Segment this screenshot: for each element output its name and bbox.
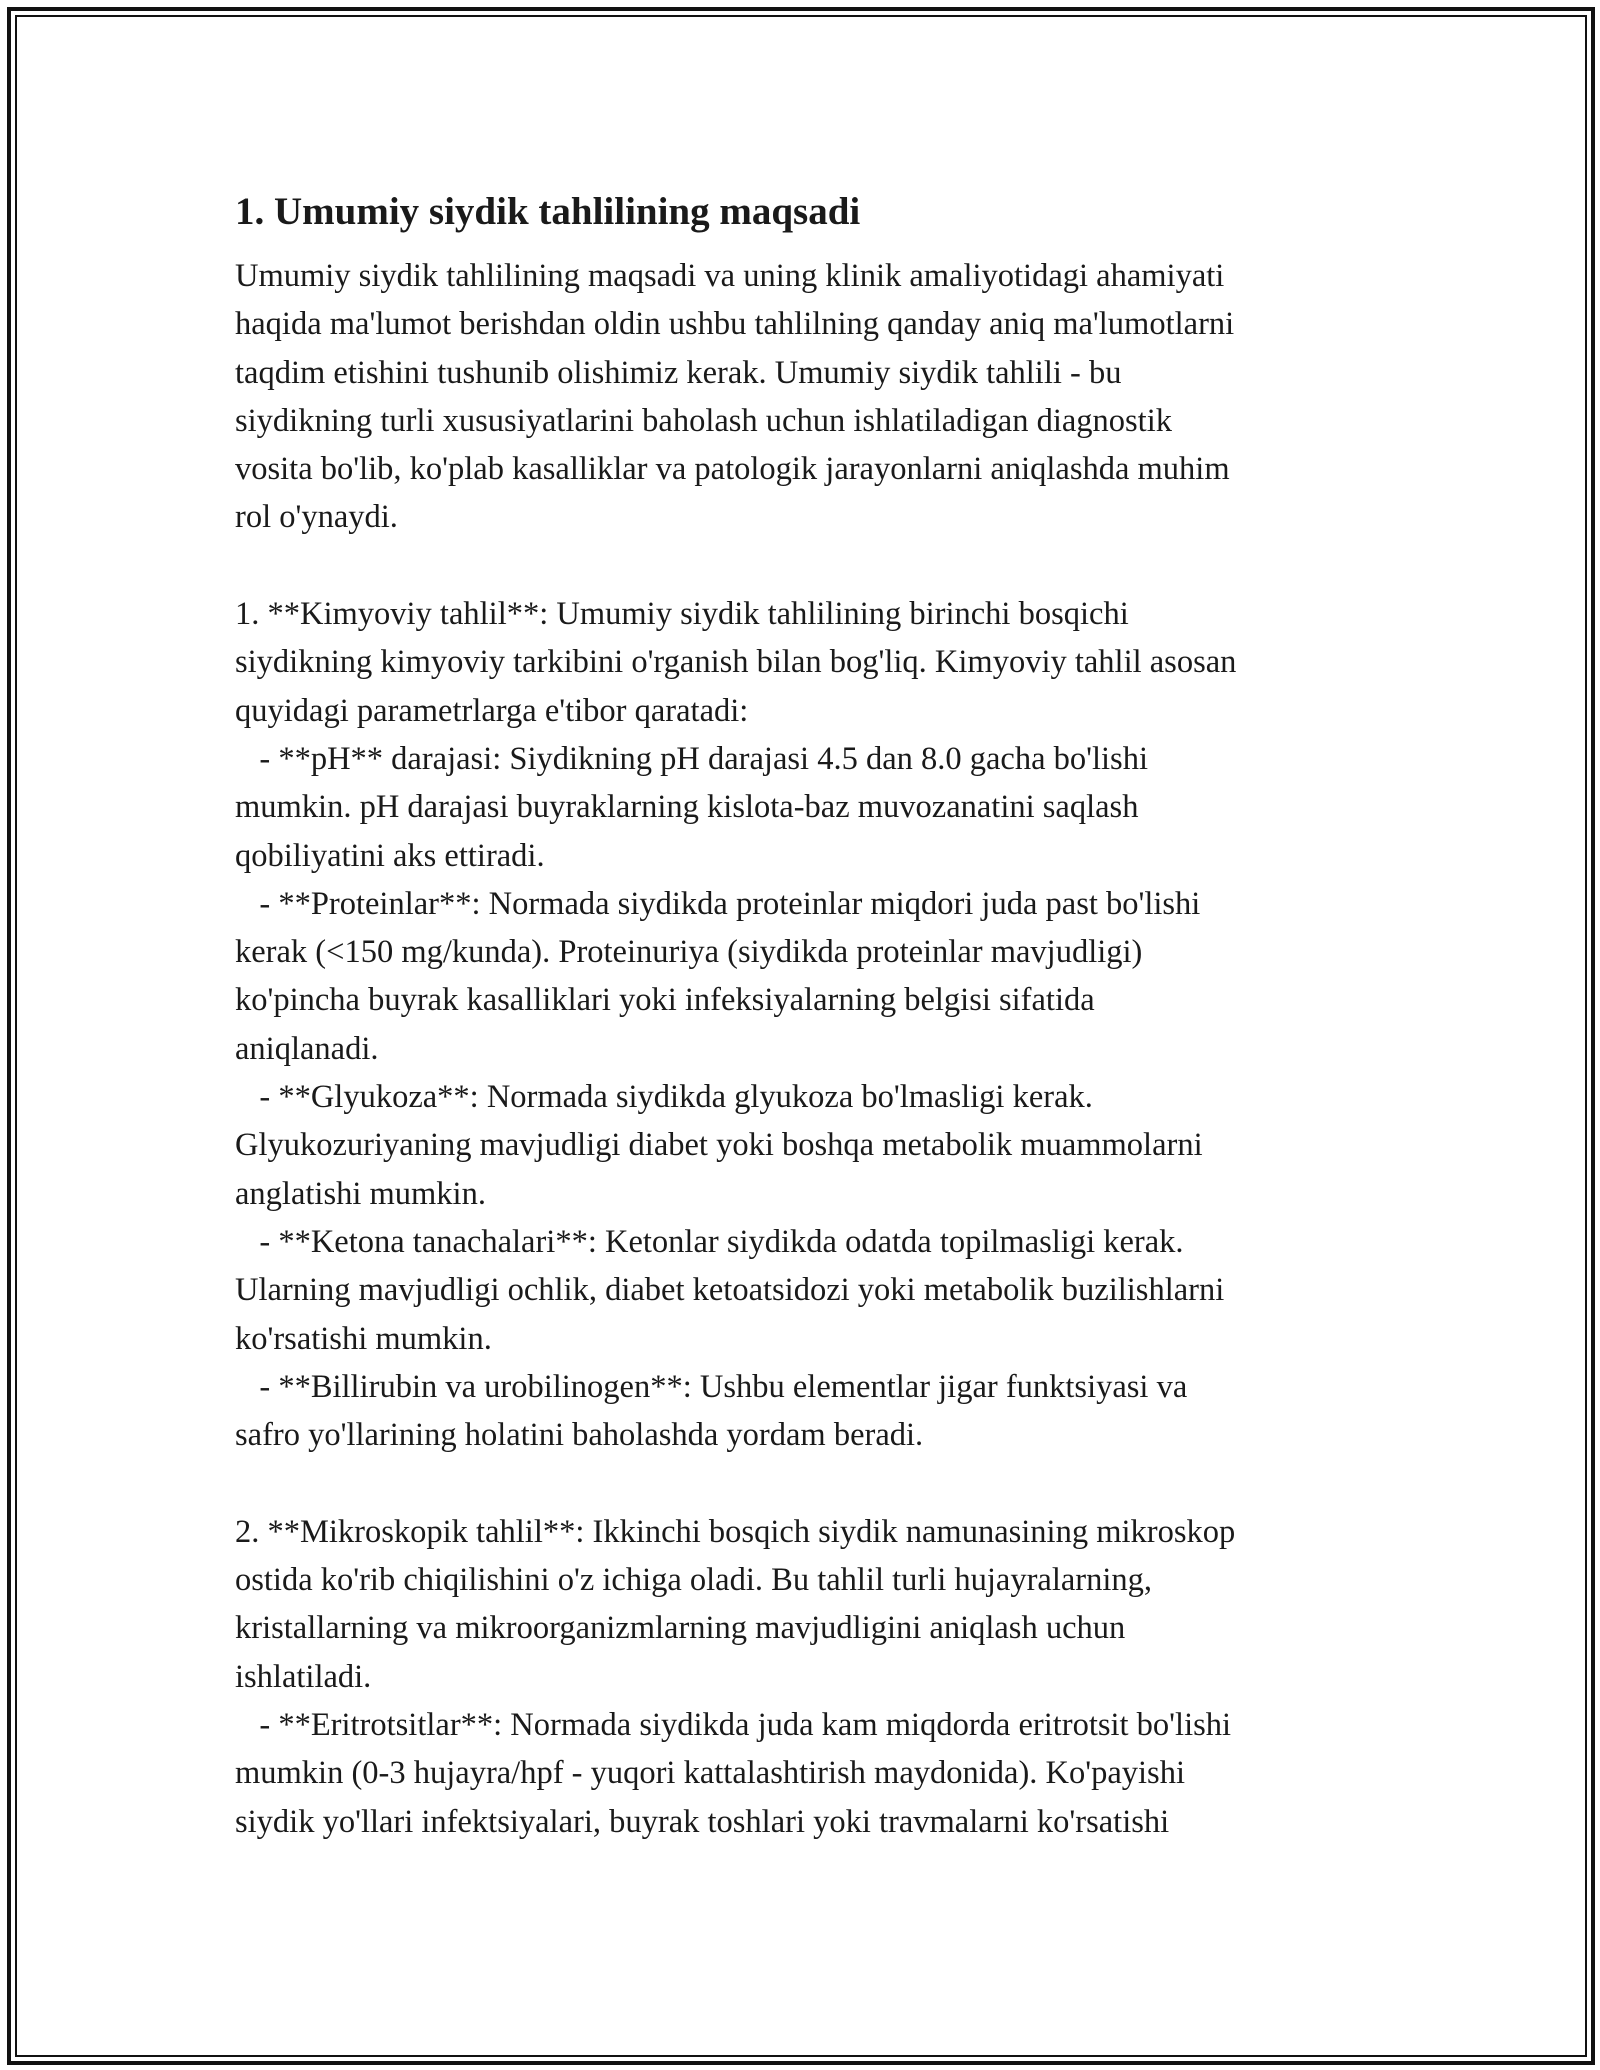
list-item-line: - **Eritrotsitlar**: Normada siydikda juda kam miqdorda eritrotsit bo'lishi (235, 1706, 1232, 1743)
paragraph-line: 2. **Mikroskopik tahlil**: Ikkinchi bosqich siydik namunasining mikroskop (235, 1513, 1236, 1550)
list-item-line: - **Glyukoza**: Normada siydikda glyukoza bo'lmasligi kerak. (235, 1079, 1093, 1116)
paragraph-line: rol o'ynaydi. (235, 499, 398, 536)
paragraph-line: aniqlanadi. (235, 1030, 379, 1067)
paragraph-line: ko'pincha buyrak kasalliklari yoki infeksiyalarning belgisi sifatida (235, 982, 1095, 1019)
paragraph-line: quyidagi parametrlarga e'tibor qaratadi: (235, 692, 749, 729)
section-chemical-analysis (235, 590, 1375, 1459)
list-item-line: - **Billirubin va urobilinogen**: Ushbu elementlar jigar funktsiyasi va (235, 1368, 1188, 1405)
paragraph-spacer (235, 542, 1375, 590)
paragraph-line: siydik yo'llari infektsiyalari, buyrak toshlari yoki travmalarni ko'rsatishi (235, 1803, 1170, 1840)
paragraph-line: mumkin (0-3 hujayra/hpf - yuqori kattalashtirish maydonida). Ko'payishi (235, 1755, 1185, 1792)
paragraph-line: ishlatiladi. (235, 1658, 372, 1695)
paragraph-line: ostida ko'rib chiqilishini o'z ichiga oladi. Bu tahlil turli hujayralarning, (235, 1562, 1153, 1599)
section-microscopic-analysis (235, 1508, 1375, 1846)
paragraph-line: anglatishi mumkin. (235, 1175, 486, 1212)
paragraph-line: mumkin. pH darajasi buyraklarning kislota-baz muvozanatini saqlash (235, 789, 1139, 826)
list-item-line: - **pH** darajasi: Siydikning pH darajasi 4.5 dan 8.0 gacha bo'lishi (235, 740, 1148, 777)
paragraph-line: siydikning turli xususiyatlarini baholash uchun ishlatiladigan diagnostik (235, 402, 1172, 439)
paragraph-line: taqdim etishini tushunib olishimiz kerak. Umumiy siydik tahlili - bu (235, 354, 1122, 391)
paragraph-line: kerak (<150 mg/kunda). Proteinuriya (siydikda proteinlar mavjudligi) (235, 934, 1143, 971)
paragraph-line: Glyukozuriyaning mavjudligi diabet yoki boshqa metabolik muammolarni (235, 1127, 1203, 1164)
paragraph-line: haqida ma'lumot berishdan oldin ushbu tahlilning qanday aniq ma'lumotlarni (235, 306, 1235, 343)
list-item-line: - **Proteinlar**: Normada siydikda proteinlar miqdori juda past bo'lishi (235, 885, 1201, 922)
intro-paragraph (235, 252, 1375, 542)
paragraph-line: vosita bo'lib, ko'plab kasalliklar va patologik jarayonlarni aniqlashda muhim (235, 451, 1230, 488)
paragraph-line: qobiliyatini aks ettiradi. (235, 837, 545, 874)
paragraph-line: Ularning mavjudligi ochlik, diabet ketoatsidozi yoki metabolik buzilishlarni (235, 1272, 1225, 1309)
list-item-line: - **Ketona tanachalari**: Ketonlar siydikda odatda topilmasligi kerak. (235, 1223, 1184, 1260)
paragraph-spacer (235, 1459, 1375, 1507)
paragraph-line: Umumiy siydik tahlilining maqsadi va uning klinik amaliyotidagi ahamiyati (235, 258, 1225, 294)
document-body (235, 188, 1375, 1846)
paragraph-line: 1. **Kimyoviy tahlil**: Umumiy siydik tahlilining birinchi bosqichi (235, 596, 1129, 633)
paragraph-line: ko'rsatishi mumkin. (235, 1320, 492, 1357)
paragraph-line: kristallarning va mikroorganizmlarning mavjudligini aniqlash uchun (235, 1610, 1126, 1647)
paragraph-line: siydikning kimyoviy tarkibini o'rganish bilan bog'liq. Kimyoviy tahlil asosan (235, 644, 1237, 681)
page-title: 1. Umumiy siydik tahlilining maqsadi (235, 190, 861, 233)
paragraph-line: safro yo'llarining holatini baholashda yordam beradi. (235, 1417, 924, 1454)
